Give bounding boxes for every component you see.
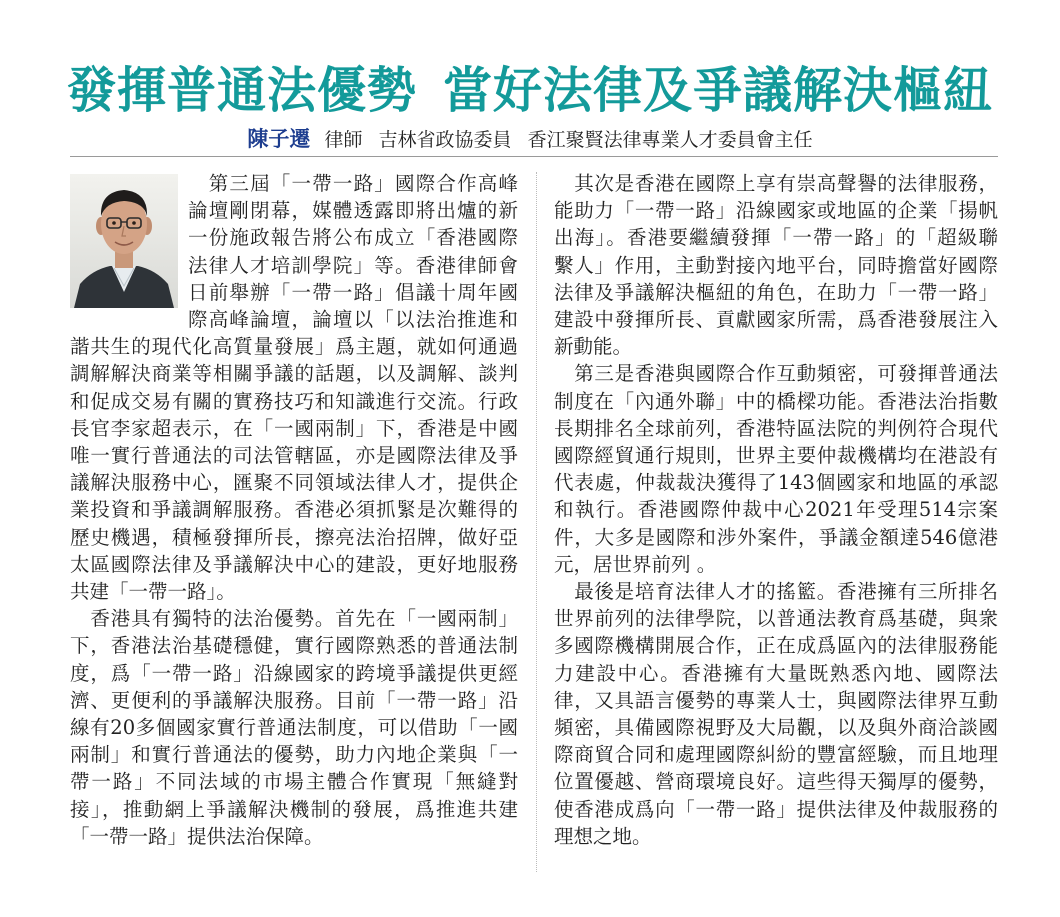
- text-line: 法律及爭議解決樞紐的角色，在助力「一帶一路」: [554, 280, 998, 304]
- header-rule: [70, 156, 998, 157]
- text-line: 和促成交易有關的實務技巧和知識進行交流。行政: [70, 389, 518, 413]
- text-line: 際高峰論壇，論壇以「以法治推進和: [188, 308, 518, 332]
- text-line: 香港具有獨特的法治優勢。首先在「一國兩制」: [70, 607, 518, 631]
- text-line: 兩制」和實行普通法的優勢，助力內地企業與「一: [70, 743, 518, 767]
- text-line: 業投資和爭議調解服務。香港必須抓緊是次難得的: [70, 498, 518, 522]
- text-line: 接」，推動網上爭議解決機制的發展，爲推進共建: [70, 797, 518, 821]
- text-line: 多國際機構開展合作，正在成爲區內的法律服務能: [554, 634, 998, 658]
- text-line: 新動能。: [554, 335, 633, 359]
- right-paragraph-3: [554, 578, 998, 850]
- text-line: 諧共生的現代化高質量發展」爲主題，就如何通過: [70, 335, 518, 359]
- text-line: 日前舉辦「一帶一路」倡議十周年國: [188, 280, 518, 304]
- author-title-3: 香江聚賢法律專業人才委員會主任: [527, 129, 813, 151]
- left-paragraph-2: [70, 605, 518, 850]
- text-line: 共建「一帶一路」。: [70, 580, 236, 604]
- text-line: 論壇剛閉幕，媒體透露即將出爐的新: [188, 199, 518, 223]
- text-line: 繫人」作用，主動對接內地平台，同時擔當好國際: [554, 253, 998, 277]
- text-line: 唯一實行普通法的司法管轄區，亦是國際法律及爭: [70, 444, 518, 468]
- left-column: [70, 170, 518, 850]
- author-title-2: 吉林省政協委員: [378, 129, 512, 151]
- text-line: 頻密，具備國際視野及大局觀，以及與外商洽談國: [554, 716, 998, 740]
- text-line: 下，香港法治基礎穩健，實行國際熟悉的普通法制: [70, 634, 518, 658]
- text-line: 使香港成爲向「一帶一路」提供法律及仲裁服務的: [554, 797, 998, 821]
- text-line: 制度在「內通外聯」中的橋樑功能。香港法治指數: [554, 389, 998, 413]
- author-title-1: 律師: [324, 129, 363, 151]
- text-line: 一份施政報告將公布成立「香港國際: [188, 226, 518, 250]
- text-line: 長官李家超表示，在「一國兩制」下，香港是中國: [70, 416, 518, 440]
- text-line: 「一帶一路」提供法治保障。: [70, 824, 324, 848]
- text-line: 第三是香港與國際合作互動頻密，可發揮普通法: [554, 362, 998, 386]
- text-line: 國際經貿通行規則，世界主要仲裁機構均在港設有: [554, 444, 998, 468]
- text-line: 長期排名全球前列，香港特區法院的判例符合現代: [554, 416, 998, 440]
- text-line: 和執行。香港國際仲裁中心2021年受理514宗案: [554, 498, 998, 522]
- right-paragraph-1: [554, 170, 998, 360]
- text-line: 議解決服務中心，匯聚不同領域法律人才，提供企: [70, 471, 518, 495]
- text-line: 線有20多個國家實行普通法制度，可以借助「一國: [70, 716, 518, 740]
- right-paragraph-2: [554, 360, 998, 578]
- text-line: 能助力「一帶一路」沿線國家或地區的企業「揚帆: [554, 199, 998, 223]
- text-line: 力建設中心。香港擁有大量既熟悉內地、國際法: [554, 661, 998, 685]
- left-paragraph-1: [70, 170, 518, 605]
- text-line: 法律人才培訓學院」等。香港律師會: [188, 253, 518, 277]
- headline: [0, 52, 1060, 122]
- text-line: 元，居世界前列 。: [554, 552, 717, 576]
- text-line: 最後是培育法律人才的搖籃。香港擁有三所排名: [554, 580, 998, 604]
- text-line: 太區國際法律及爭議解決中心的建設，更好地服務: [70, 552, 518, 576]
- text-line: 代表處，仲裁裁決獲得了143個國家和地區的承認: [554, 471, 998, 495]
- text-line: 其次是香港在國際上享有崇高聲譽的法律服務，: [554, 172, 998, 195]
- text-line: 位置優越、營商環境良好。這些得天獨厚的優勢，: [554, 770, 998, 794]
- text-line: 度，爲「一帶一路」沿線國家的跨境爭議提供更經: [70, 661, 518, 685]
- text-line: 第三屆「一帶一路」國際合作高峰: [188, 172, 518, 195]
- text-line: 濟、更便利的爭議解決服務。目前「一帶一路」沿: [70, 688, 518, 712]
- text-line: 律，又具語言優勢的專業人士，與國際法律界互動: [554, 688, 998, 712]
- text-line: 調解解決商業等相關爭議的話題，以及調解、談判: [70, 362, 518, 386]
- text-line: 帶一路」不同法域的市場主體合作實現「無縫對: [70, 770, 518, 794]
- text-line: 出海」。香港要繼續發揮「一帶一路」的「超級聯: [554, 226, 998, 250]
- author-name: 陳子遷: [247, 127, 311, 151]
- text-line: 件，大多是國際和涉外案件，爭議金額達546億港: [554, 525, 998, 549]
- headline-part-2: 當好法律及爭議解決樞紐: [443, 62, 994, 119]
- column-divider: [536, 172, 537, 872]
- text-line: 建設中發揮所長、貢獻國家所需，爲香港發展注入: [554, 308, 998, 332]
- text-line: 世界前列的法律學院，以普通法教育爲基礎，與衆: [554, 607, 998, 631]
- headline-part-1: 發揮普通法優勢: [66, 62, 417, 119]
- text-line: 歷史機遇，積極發揮所長，擦亮法治招牌，做好亞: [70, 525, 518, 549]
- text-line: 際商貿合同和處理國際糾紛的豐富經驗，而且地理: [554, 743, 998, 767]
- text-line: 理想之地。: [554, 824, 652, 848]
- byline: [0, 123, 1060, 153]
- right-column: [554, 170, 998, 850]
